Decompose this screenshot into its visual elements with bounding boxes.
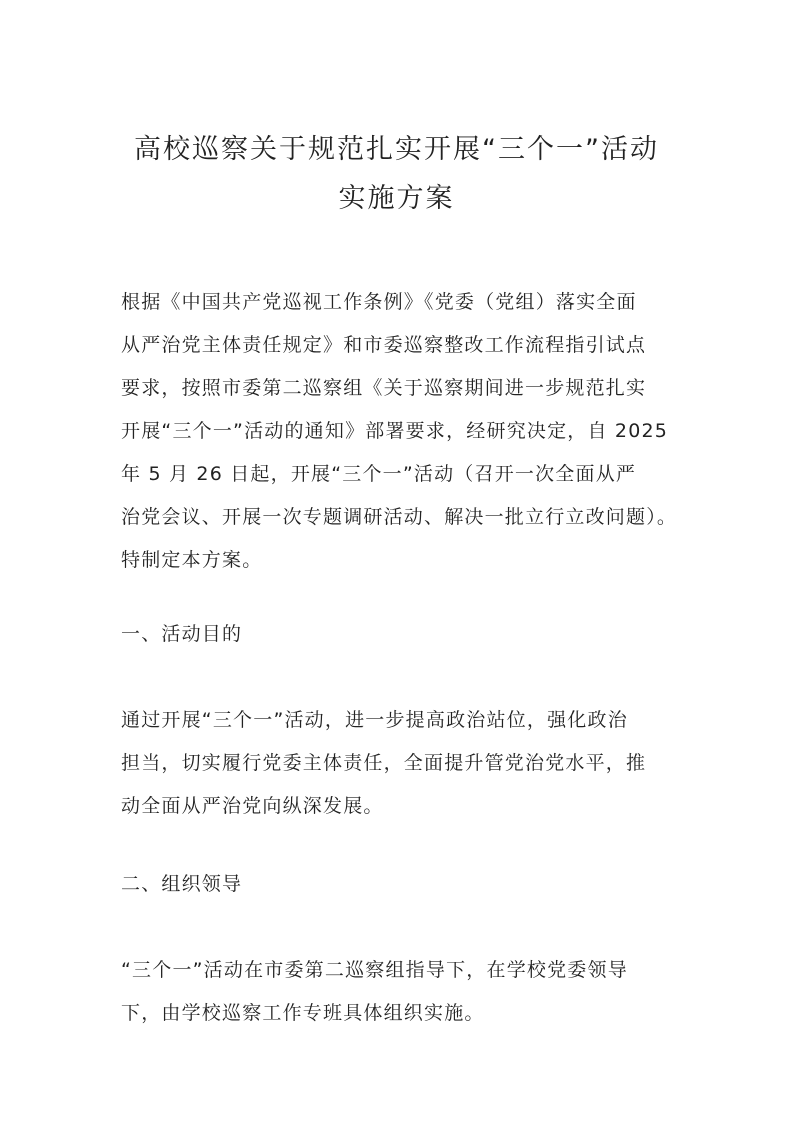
paragraph-line: 下，由学校巡察工作专班具体组织实施。 [121,1002,485,1024]
paragraph-line: 特制定本方案。 [121,549,263,571]
leadership-paragraph [121,949,681,1035]
paragraph-line: 从严治党主体责任规定》和市委巡察整改工作流程指引试点 [121,334,647,356]
paragraph-line: “三个一”活动在市委第二巡察组指导下，在学校党委领导 [121,959,628,981]
paragraph-line: 开展“三个一”活动的通知》部署要求，经研究决定，自 2025 [121,420,669,442]
section-heading-leadership: 二、组织领导 [121,873,243,895]
paragraph-line: 担当，切实履行党委主体责任，全面提升管党治党水平，推 [121,752,647,774]
document-title-line-2: 实施方案 [338,183,455,214]
document-title-line-1: 高校巡察关于规范扎实开展“三个一”活动 [134,134,659,165]
paragraph-line: 年 5 月 26 日起，开展“三个一”活动（召开一次全面从严 [121,463,637,485]
paragraph-line: 治党会议、开展一次专题调研活动、解决一批立行立改问题）。 [121,506,678,528]
section-heading-purpose: 一、活动目的 [121,623,243,645]
paragraph-line: 通过开展“三个一”活动，进一步提高政治站位，强化政治 [121,709,628,731]
paragraph-line: 要求，按照市委第二巡察组《关于巡察期间进一步规范扎实 [121,377,647,399]
paragraph-line: 根据《中国共产党巡视工作条例》《党委（党组）落实全面 [121,291,637,313]
paragraph-line: 动全面从严治党向纵深发展。 [121,795,384,817]
intro-paragraph [121,281,681,582]
purpose-paragraph [121,699,681,828]
